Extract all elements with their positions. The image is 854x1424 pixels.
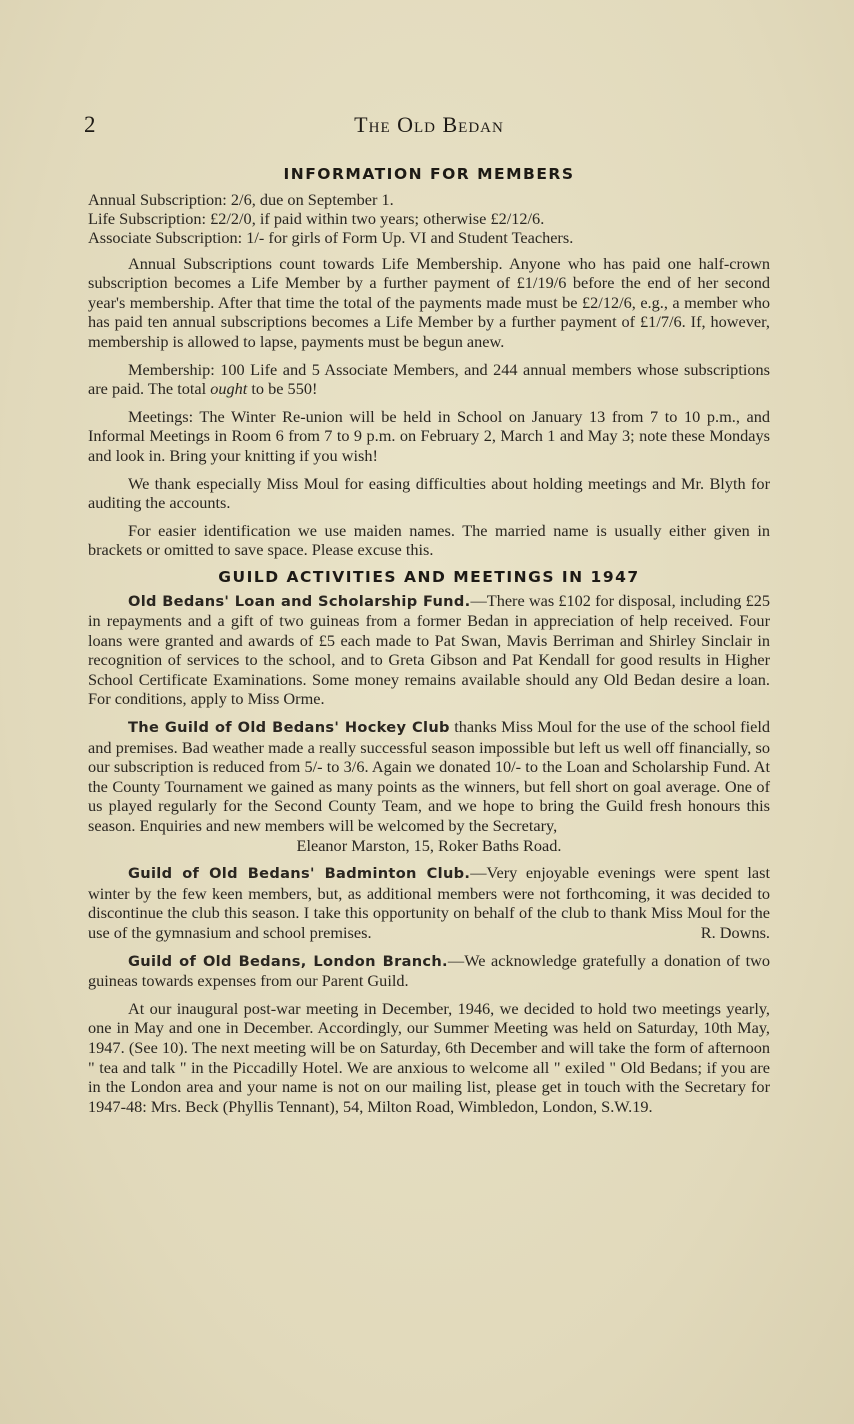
running-title: The Old Bedan — [354, 112, 504, 137]
badminton-club-signature: R. Downs. — [700, 923, 770, 942]
page-number: 2 — [84, 112, 96, 137]
loan-fund-lead: Old Bedans' Loan and Scholarship Fund. — [128, 592, 471, 610]
maiden-names-paragraph: For easier identification we use maiden names. The married name is usually either given in brackets or omitted to save space. Please excuse this. — [88, 520, 770, 560]
london-branch-paragraph — [88, 951, 770, 991]
loan-fund-paragraph — [88, 591, 770, 710]
badminton-club-paragraph — [88, 863, 770, 942]
loan-fund-text: —There was £102 for disposal, including £25 in repayments and a gift of two guineas from a former Bedan in appreciation of help received. Four loans were granted and awards of £5 each made to Pat Swan, Mavis Berriman and Shirley Sinclair in recognition of services to the school, and to Greta Gibson and Pat Kendall for good results in Higher School Certificate Examinations. Some money remains available should any Old Bedan desire a loan. For conditions, apply to Miss Orme. — [88, 590, 770, 709]
thanks-paragraph: We thank especially Miss Moul for easing difficulties about holding meetings and Mr. Blyth for auditing the accounts. — [88, 473, 770, 513]
info-heading: INFORMATION FOR MEMBERS — [283, 165, 575, 183]
page-content — [88, 165, 770, 1124]
page-header — [84, 112, 774, 144]
badminton-club-text: —Very enjoyable evenings were spent last winter by the few keen members, but, as additional members were not forthcoming, it was decided to discontinue the club this season. I take this opportunity on behalf of the club to thank Miss Moul for the use of the gymnasium and school premises. — [88, 863, 770, 942]
membership-text-a: Membership: 100 Life and 5 Associate Members, and 244 annual members whose subscriptions are paid. The total — [88, 359, 770, 399]
hockey-club-lead: The Guild of Old Bedans' Hockey Club — [128, 719, 450, 737]
hockey-club-text: thanks Miss Moul for the use of the school field and premises. Bad weather made a really successful season impossible but left us well off financially, so our subscription is reduced from 5/- to 3/6. Again we donated 10/- to the Loan and Scholarship Fund. At the County Tournament we gained as many points as the winners, but fell short on goal average. One of us played regularly for the Second County Team, and we hope to bring the Guild fresh honours this season. Enquiries and new members will be welcomed by the Secretary, — [88, 717, 770, 836]
badminton-club-lead: Guild of Old Bedans' Badminton Club. — [128, 865, 471, 883]
meetings-paragraph: Meetings: The Winter Re-union will be held in School on January 13 from 7 to 10 p.m., and Informal Meetings in Room 6 from 7 to 9 p.m. on February 2, March 1 and May 3; note these Mondays and look in. Bring your knitting if you wish! — [88, 406, 770, 465]
london-branch-lead: Guild of Old Bedans, London Branch. — [128, 952, 448, 970]
life-subscription-line: Life Subscription: £2/2/0, if paid within two years; otherwise £2/12/6. — [88, 208, 545, 228]
london-branch-meetings-paragraph: At our inaugural post-war meeting in December, 1946, we decided to hold two meetings yearly, one in May and one in December. Accordingly, our Summer Meeting was held on Saturday, 10th May, 1947. (See 10). The next meeting will be on Saturday, 6th December and will take the form of afternoon " tea and talk " in the Piccadilly Hotel. We are anxious to welcome all " exiled " Old Bedans; if you are in the London area and your name is not on our mailing list, please get in touch with the Secretary for 1947-48: Mrs. Beck (Phyllis Tennant), 54, Milton Road, Wimbledon, London, S.W.19. — [88, 998, 770, 1116]
membership-paragraph — [88, 360, 770, 399]
membership-emphasis: ought — [210, 379, 248, 399]
hockey-club-signature: Eleanor Marston, 15, Roker Baths Road. — [296, 835, 562, 855]
hockey-club-paragraph — [88, 717, 770, 855]
annual-subscription-line: Annual Subscription: 2/6, due on September 1. — [88, 189, 394, 209]
associate-subscription-line: Associate Subscription: 1/- for girls of Form Up. VI and Student Teachers. — [88, 227, 574, 247]
life-membership-paragraph: Annual Subscriptions count towards Life Membership. Anyone who has paid one half-crown subscription becomes a Life Member by a further payment of £1/19/6 before the end of her second year's membership. After that time the total of the payments made must be £2/12/6, e.g., a member who has paid ten annual subscriptions becomes a Life Member by a further payment of £1/7/6. If, however, membership is allowed to lapse, payments must be begun anew. — [88, 253, 770, 351]
guild-heading: GUILD ACTIVITIES AND MEETINGS IN 1947 — [218, 567, 640, 586]
london-branch-text: —We acknowledge gratefully a donation of two guineas towards expenses from our Parent Guild. — [88, 950, 771, 991]
membership-text-b: to be 550! — [247, 379, 318, 399]
